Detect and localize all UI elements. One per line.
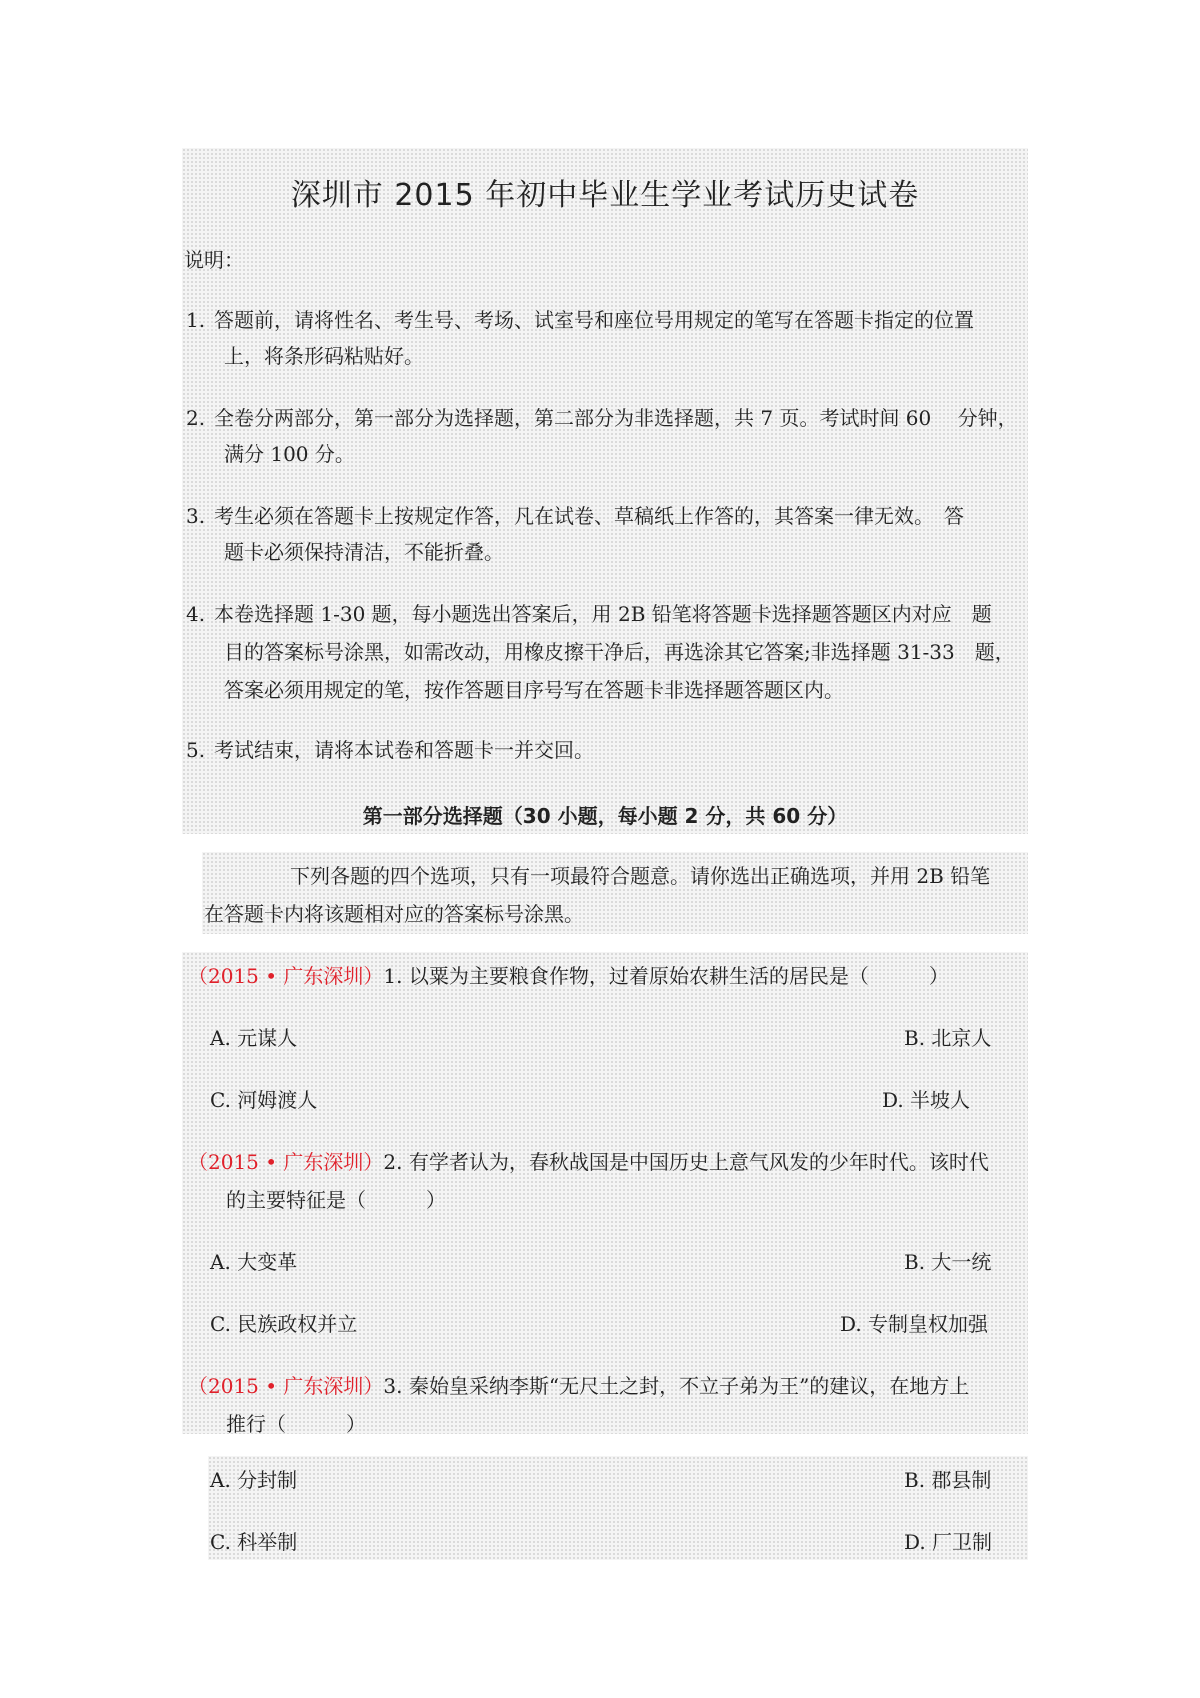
question-1-option-b: B. 北京人 — [904, 1026, 992, 1050]
question-2-option-b: B. 大一统 — [904, 1250, 992, 1274]
part1-title: 第一部分选择题（30 小题，每小题 2 分，共 60 分） — [362, 804, 848, 828]
questions-panel — [182, 952, 1028, 1434]
question-1-source-tag: （2015 • 广东深圳） — [188, 964, 384, 988]
question-3-source-tag: （2015 • 广东深圳） — [188, 1374, 384, 1398]
question-3-options-panel — [208, 1456, 1028, 1560]
question-3-option-a: A. 分封制 — [210, 1468, 298, 1492]
page-title: 深圳市 2015 年初中毕业生学业考试历史试卷 — [290, 178, 920, 213]
question-2-line1: （2015 • 广东深圳）2. 有学者认为，春秋战国是中国历史上意气风发的少年时代。该时代 — [188, 1150, 989, 1174]
question-1-option-a: A. 元谋人 — [210, 1026, 298, 1050]
question-1-line1: （2015 • 广东深圳）1. 以粟为主要粮食作物，过着原始农耕生活的居民是（ ） — [188, 964, 949, 988]
part1-intro-line2: 在答题卡内将该题相对应的答案标号涂黑。 — [204, 902, 584, 926]
instructions-panel: 深圳市 2015 年初中毕业生学业考试历史试卷 说明： 1. 答题前，请将性名、考生号、考场、试室号和座位号用规定的笔写在答题卡指定的位置 上，将条形码粘贴好。 2. 全卷分两部分，第一部分为选择题，第二部分为非选择题，共 7 页。考试时间 60 分钟， 满分 100 分。 3. 考生必须在答题卡上按规定作答，凡在试卷、草稿纸上作答的，其答案一律无效。 答 题卡必须保持清洁，不能折叠。 4. 本卷选择题 1-30 题，每小题选出答案后，用 2B 铅笔将答题卡选择题答题区内对应 题 目的答案标号涂黑，如需改动，用橡皮擦干净后，再选涂其它答案;非选择题 31-33 题， 答案必须用规定的笔，按作答题目序号写在答题卡非选择题答题区内。 5. 考试结束，请将本试卷和答题卡一并交回。 第一部分选择题（30 小题，每小题 2 分，共 60 分） — [182, 148, 1028, 834]
question-3-option-c: C. 科举制 — [210, 1530, 298, 1554]
instructions-heading: 说明： — [184, 248, 244, 272]
question-2-option-d: D. 专制皇权加强 — [840, 1312, 989, 1336]
question-2-source-tag: （2015 • 广东深圳） — [188, 1150, 384, 1174]
question-1-option-c: C. 河姆渡人 — [210, 1088, 318, 1112]
question-3-option-b: B. 郡县制 — [904, 1468, 992, 1492]
question-3-line1: （2015 • 广东深圳）3. 秦始皇采纳李斯“无尺土之封，不立子弟为王”的建议，在地方上 — [188, 1374, 970, 1398]
question-2-line2: 的主要特征是（ ） — [226, 1188, 446, 1212]
part1-intro-line1: 下列各题的四个选项，只有一项最符合题意。请你选出正确选项，并用 2B 铅笔 — [290, 864, 991, 888]
question-2-option-c: C. 民族政权并立 — [210, 1312, 358, 1336]
question-1-option-d: D. 半坡人 — [882, 1088, 971, 1112]
question-2-option-a: A. 大变革 — [210, 1250, 298, 1274]
question-3-line2: 推行（ ） — [226, 1412, 366, 1436]
question-3-option-d: D. 厂卫制 — [904, 1530, 993, 1554]
part1-intro-panel — [202, 852, 1028, 934]
